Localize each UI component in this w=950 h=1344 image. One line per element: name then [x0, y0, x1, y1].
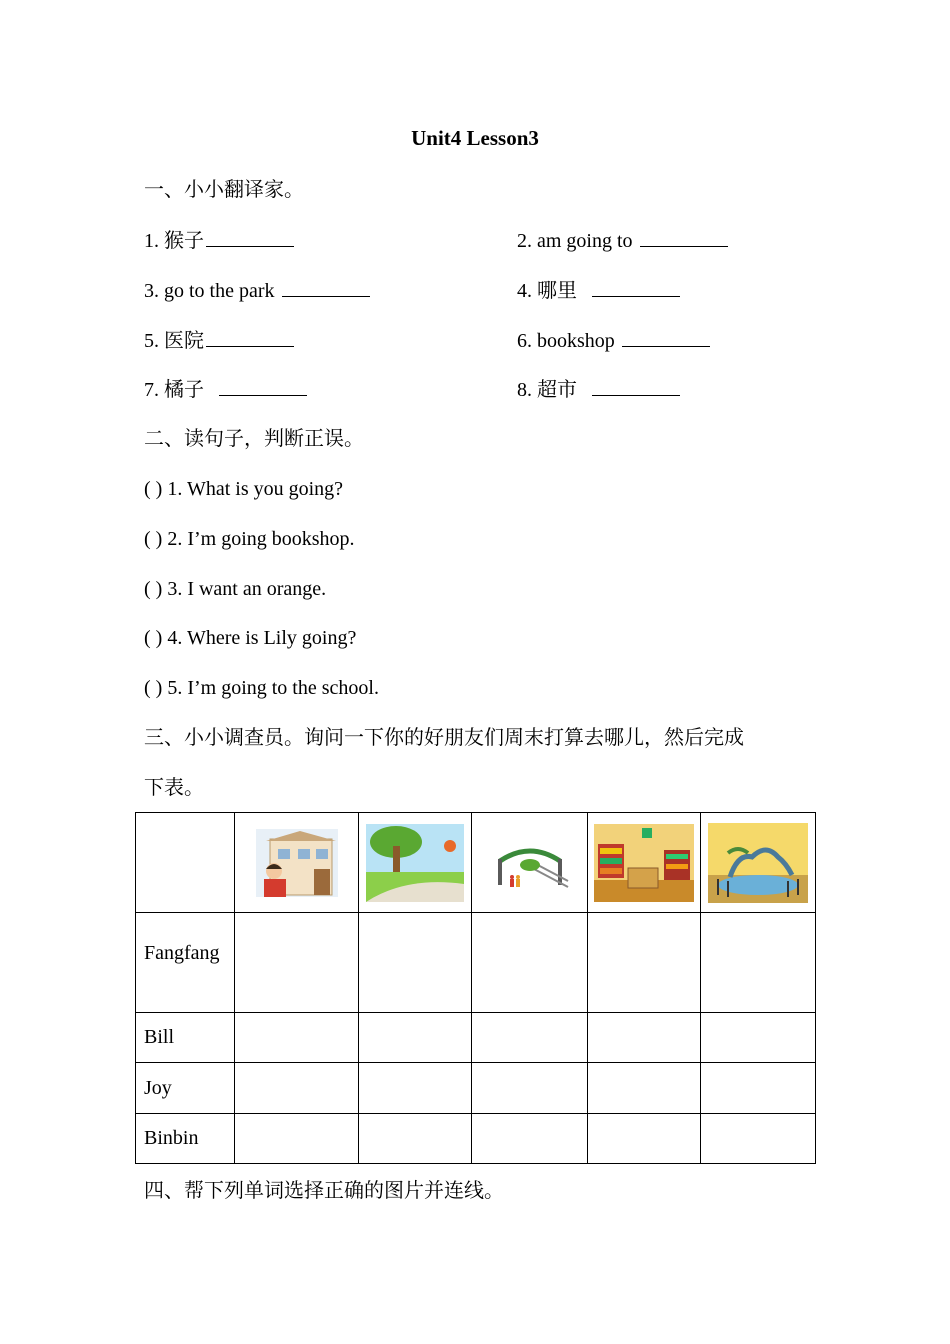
translate-item-7: 7. 橘子: [144, 375, 307, 404]
survey-cell[interactable]: [235, 1063, 359, 1114]
translate-item-1: 1. 猴子: [144, 226, 294, 255]
student-name: Binbin: [144, 1127, 199, 1149]
translate-item-3: 3. go to the park: [144, 276, 370, 305]
section3-heading-cont: 下表。: [144, 777, 204, 799]
survey-cell[interactable]: [359, 913, 472, 1013]
answer-blank[interactable]: [640, 226, 728, 247]
page-title: Unit4 Lesson3: [411, 126, 539, 150]
survey-cell[interactable]: [588, 1063, 701, 1114]
survey-cell[interactable]: [588, 913, 701, 1013]
survey-cell[interactable]: [472, 1063, 588, 1114]
survey-cell[interactable]: [235, 913, 359, 1013]
section2-heading: 二、读句子，判断正误。: [144, 428, 364, 450]
translate-item-8: 8. 超市: [517, 375, 680, 404]
answer-blank[interactable]: [592, 276, 680, 297]
survey-cell[interactable]: [701, 1063, 816, 1114]
museum-picture-icon: [708, 823, 808, 903]
judge-item-2: ( ) 2. I’m going bookshop.: [144, 528, 355, 550]
survey-cell[interactable]: [359, 1063, 472, 1114]
survey-cell[interactable]: [235, 1114, 359, 1164]
survey-cell[interactable]: [701, 1013, 816, 1063]
judge-item-3: ( ) 3. I want an orange.: [144, 578, 327, 600]
answer-blank[interactable]: [622, 326, 710, 347]
corner-cell: [136, 813, 235, 913]
survey-cell[interactable]: [701, 913, 816, 1013]
student-name: Joy: [144, 1076, 172, 1099]
answer-blank[interactable]: [219, 375, 307, 396]
answer-blank[interactable]: [206, 226, 294, 247]
judge-item-1: ( ) 1. What is you going?: [144, 478, 344, 500]
judge-item-4: ( ) 4. Where is Lily going?: [144, 627, 357, 649]
survey-cell[interactable]: [472, 1013, 588, 1063]
survey-cell[interactable]: [359, 1114, 472, 1164]
section4-heading: 四、帮下列单词选择正确的图片并连线。: [144, 1180, 504, 1202]
translate-item-5: 5. 医院: [144, 326, 294, 355]
judge-item-5: ( ) 5. I’m going to the school.: [144, 677, 379, 699]
answer-blank[interactable]: [282, 276, 370, 297]
supermarket-picture-icon: [594, 824, 694, 902]
survey-cell[interactable]: [701, 1114, 816, 1164]
section1-heading: 一、小小翻译家。: [144, 179, 304, 201]
answer-blank[interactable]: [592, 375, 680, 396]
student-name: Fangfang: [144, 942, 220, 964]
survey-cell[interactable]: [235, 1013, 359, 1063]
survey-cell[interactable]: [588, 1013, 701, 1063]
student-name: Bill: [144, 1026, 175, 1048]
answer-blank[interactable]: [206, 326, 294, 347]
park-picture-icon: [366, 824, 464, 902]
translate-item-6: 6. bookshop: [517, 326, 710, 355]
survey-cell[interactable]: [588, 1114, 701, 1164]
zoo-picture-icon: [490, 841, 570, 889]
survey-cell[interactable]: [359, 1013, 472, 1063]
survey-cell[interactable]: [472, 913, 588, 1013]
translate-item-4: 4. 哪里: [517, 276, 680, 305]
survey-table: [135, 812, 816, 1164]
survey-cell[interactable]: [472, 1114, 588, 1164]
school-picture-icon: [256, 829, 338, 897]
translate-item-2: 2. am going to: [517, 226, 728, 255]
section3-heading: 三、小小调查员。询问一下你的好朋友们周末打算去哪儿，然后完成: [144, 727, 744, 749]
